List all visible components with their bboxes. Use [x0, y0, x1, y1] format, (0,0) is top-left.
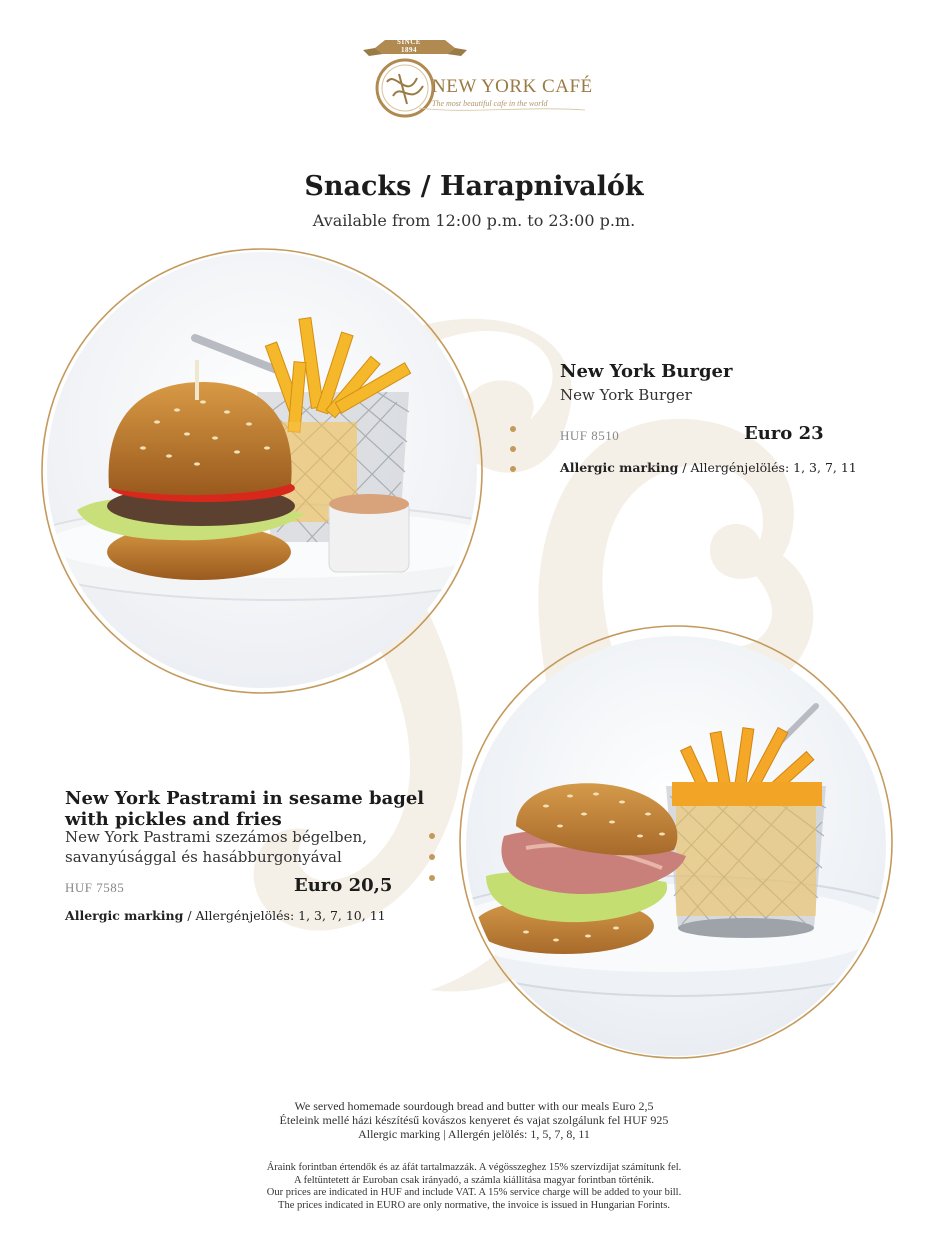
- allergic-label: Allergic marking: [65, 908, 184, 923]
- dish-1-name-hu: New York Burger: [560, 386, 692, 404]
- bread-note-en: We served homemade sourdough bread and butter with our meals Euro 2,5: [294, 1099, 654, 1113]
- availability-text: Available from 12:00 p.m. to 23:00 p.m.: [312, 211, 636, 230]
- logo-name: NEW YORK CAFÉ: [432, 76, 593, 97]
- burger-photo: [47, 252, 477, 688]
- page-title: Snacks / Harapnivalók: [304, 171, 644, 202]
- logo-tagline: The most beautiful cafe in the world: [432, 99, 548, 108]
- decor-dot: [510, 466, 516, 472]
- allergen-list: / Allergénjelölés: 1, 3, 7, 11: [678, 460, 857, 475]
- decor-dot: [429, 875, 435, 881]
- dish-2-price-euro: Euro 20,5: [294, 875, 393, 896]
- logo-since: SINCE 1894: [397, 38, 421, 54]
- decor-dot: [510, 446, 516, 452]
- pricing-note-4: The prices indicated in EURO are only normative, the invoice is issued in Hungarian Forints.: [278, 1199, 670, 1211]
- dish-2-name-hu-line1: New York Pastrami szezámos bégelben,: [65, 828, 367, 846]
- allergic-label: Allergic marking: [560, 460, 679, 475]
- decor-dot: [510, 426, 516, 432]
- pricing-note-1: Áraink forintban értendők és az áfát tartalmazzák. A végösszeghez 15% szervízdíjat számítunk fel.: [266, 1162, 682, 1173]
- pastrami-photo: [466, 636, 886, 1056]
- bread-note-hu: Ételeink mellé házi készítésű kovászos kenyeret és vajat szolgálunk fel HUF 925: [279, 1113, 669, 1127]
- decor-dot: [429, 854, 435, 860]
- dish-2-price-huf: HUF 7585: [65, 880, 125, 895]
- dish-2-name-line2: with pickles and fries: [65, 809, 282, 830]
- dish-2-allergens: [65, 908, 386, 923]
- dish-1-allergens: [560, 460, 857, 475]
- dish-2-name-line1: New York Pastrami in sesame bagel: [65, 788, 425, 809]
- dish-1-price-euro: Euro 23: [744, 423, 824, 444]
- dish-2-name-hu-line2: savanyúsággal és hasábburgonyával: [65, 848, 342, 866]
- dish-2-name: [65, 788, 424, 830]
- pricing-note: [0, 1162, 948, 1212]
- dish-1-name: New York Burger: [560, 361, 733, 382]
- decor-dot: [429, 833, 435, 839]
- bread-note: [0, 1099, 948, 1141]
- bread-allergens: Allergic marking | Allergén jelölés: 1, 5, 7, 8, 11: [358, 1127, 590, 1141]
- allergen-list: / Allergénjelölés: 1, 3, 7, 10, 11: [183, 908, 386, 923]
- pricing-note-2: A feltüntetett ár Euroban csak irányadó, a számla kiállítása magyar forintban történik.: [293, 1174, 655, 1186]
- dish-1-price-huf: HUF 8510: [560, 428, 620, 443]
- dish-2-name-hu: [65, 827, 367, 867]
- pricing-note-3: Our prices are indicated in HUF and include VAT. A 15% service charge will be added to your bill.: [266, 1187, 682, 1198]
